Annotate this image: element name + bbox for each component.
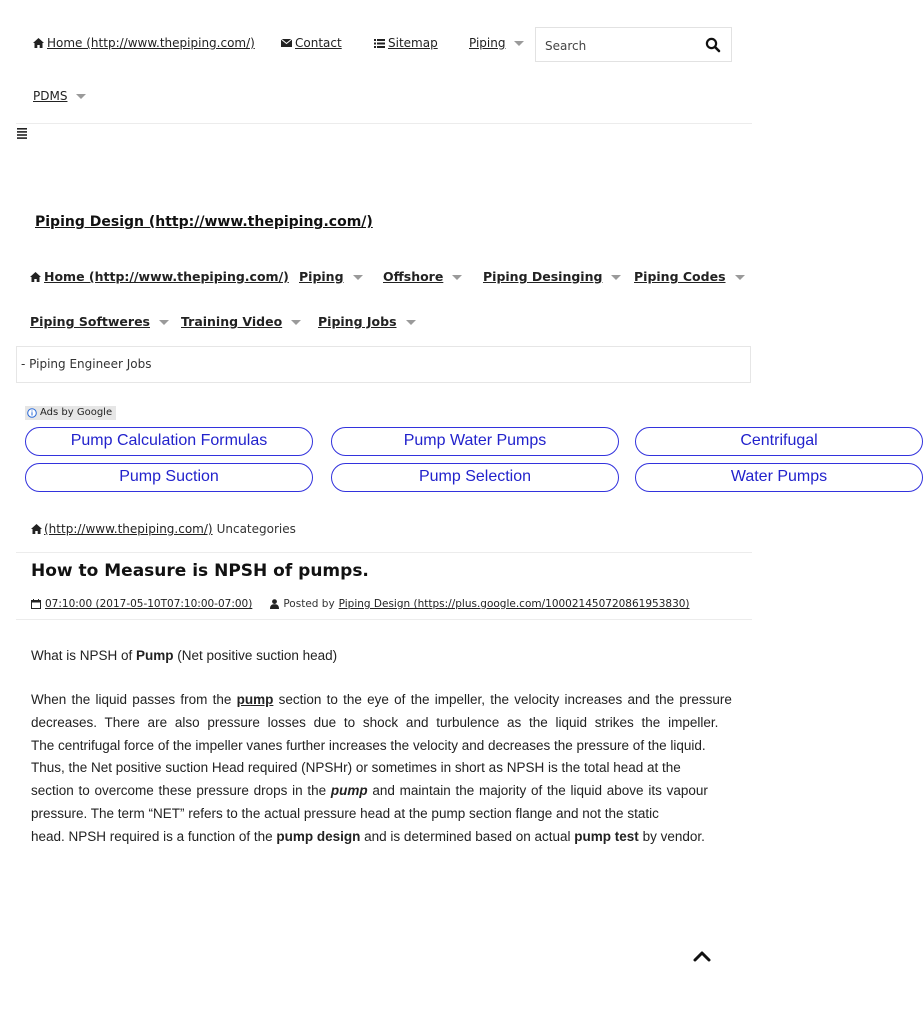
main-nav-piping-codes-label: Piping Codes [634,269,726,284]
main-nav-piping-desinging-dropdown[interactable] [483,269,621,284]
chevron-down-icon [735,275,745,280]
sub-menu-item[interactable]: - Piping Engineer Jobs [21,357,152,371]
divider [16,123,752,124]
intro-text: (Net positive suction head) [173,648,338,663]
list-icon [374,39,385,48]
top-nav-piping-dropdown[interactable] [469,36,524,50]
chevron-down-icon [452,275,462,280]
user-icon [270,599,279,609]
ad-link[interactable]: Water Pumps [635,463,923,492]
search-icon [705,37,721,53]
author-link[interactable]: Piping Design (https://plus.google.com/100021450720861953830) [338,598,690,610]
ads-badge-label: Ads by Google [40,407,113,418]
ad-links-block [24,426,828,496]
top-nav-sitemap-link[interactable] [374,36,438,50]
info-icon [27,408,37,418]
top-nav-contact-label: Contact [295,36,342,50]
top-nav-piping-label: Piping [469,36,506,50]
paragraph-line [31,780,771,803]
hamburger-icon [17,128,27,139]
top-nav-pdms-label: PDMS [33,89,68,103]
paragraph-line: The centrifugal force of the impeller vanes further increases the velocity and decreases the pressure of the liquid. [31,737,706,753]
envelope-icon [281,39,292,47]
body-emphasis: pump [330,783,368,799]
chevron-down-icon [76,94,86,99]
main-nav-piping-softweres-dropdown[interactable] [30,314,169,329]
ad-link[interactable]: Pump Calculation Formulas [25,427,313,456]
top-nav-sitemap-label: Sitemap [388,36,438,50]
ad-link[interactable]: Pump Water Pumps [331,427,619,456]
pump-link[interactable]: pump [236,692,274,707]
main-nav-training-video-label: Training Video [181,314,283,329]
main-nav-piping-jobs-dropdown[interactable] [318,314,416,329]
chevron-down-icon [353,275,363,280]
calendar-icon [31,599,41,609]
divider [16,552,752,553]
main-nav-piping-jobs-label: Piping Jobs [318,314,397,329]
body-text: head. NPSH required is a function of the [31,828,277,844]
search-box [535,27,732,62]
body-text: section to the eye of the impeller, the velocity increases and the pressure [273,692,732,707]
ads-by-google-badge[interactable] [25,406,116,420]
paragraph-line [31,689,771,712]
article-title: How to Measure is NPSH of pumps. [31,561,369,581]
divider [16,619,752,620]
paragraph-line [31,826,771,849]
body-text: When the liquid passes from the [31,692,237,707]
breadcrumb-home-label: (http://www.thepiping.com/) [44,522,213,536]
chevron-up-icon [692,948,712,964]
body-bold: pump test [574,828,639,844]
ad-link[interactable]: Centrifugal [635,427,923,456]
intro-text: What is NPSH of [31,648,137,663]
chevron-down-icon [406,320,416,325]
post-date-link[interactable]: 07:10:00 (2017-05-10T07:10:00-07:00) [45,598,253,610]
main-nav-piping-dropdown[interactable] [299,269,363,284]
main-nav-piping-desinging-label: Piping Desinging [483,269,603,284]
main-nav-offshore-dropdown[interactable] [383,269,462,284]
sub-menu-bar [16,346,751,383]
main-nav-home-link[interactable] [30,269,289,284]
top-nav-home-label: Home (http://www.thepiping.com/) [47,36,255,50]
search-input[interactable] [543,36,697,56]
ad-link[interactable]: Pump Selection [331,463,619,492]
article-intro [31,645,771,667]
home-icon [30,272,41,282]
ad-link[interactable]: Pump Suction [25,463,313,492]
main-nav-offshore-label: Offshore [383,269,444,284]
breadcrumb [31,522,296,536]
main-nav-piping-label: Piping [299,269,344,284]
main-nav-training-video-dropdown[interactable] [181,314,301,329]
breadcrumb-category: Uncategories [216,522,296,536]
top-nav-contact-link[interactable] [281,36,342,50]
mobile-menu-toggle[interactable] [17,128,27,139]
paragraph-line: pressure. The term “NET” refers to the actual pressure head at the pump section flange and not the static [31,805,659,821]
body-text: by vendor. [638,828,705,844]
article-body [31,645,771,849]
site-title-link[interactable]: Piping Design (http://www.thepiping.com/) [35,214,373,230]
post-meta [31,598,690,610]
home-icon [33,38,44,48]
main-nav-piping-codes-dropdown[interactable] [634,269,745,284]
top-nav-pdms-dropdown[interactable] [33,89,86,103]
chevron-down-icon [611,275,621,280]
search-button[interactable] [705,37,721,53]
main-nav-piping-softweres-label: Piping Softweres [30,314,150,329]
back-to-top-button[interactable] [692,948,712,964]
chevron-down-icon [291,320,301,325]
main-nav-home-label: Home (http://www.thepiping.com/) [44,269,289,284]
posted-by-label: Posted by [283,598,335,610]
intro-bold: Pump [136,648,174,663]
body-bold: pump design [276,828,361,844]
home-icon [31,524,42,534]
paragraph-line: Thus, the Net positive suction Head required (NPSHr) or sometimes in short as NPSH is the total head at the [31,760,681,776]
body-text: and maintain the majority of the liquid above its vapour [367,783,708,799]
breadcrumb-home-link[interactable] [31,522,213,536]
paragraph-line: decreases. There are also pressure losses due to shock and turbulence as the liquid strikes the impeller. [31,714,719,730]
chevron-down-icon [159,320,169,325]
body-text: section to overcome these pressure drops in the [31,783,331,799]
body-text: and is determined based on actual [360,828,575,844]
top-nav-home-link[interactable] [33,36,255,50]
chevron-down-icon [514,41,524,46]
